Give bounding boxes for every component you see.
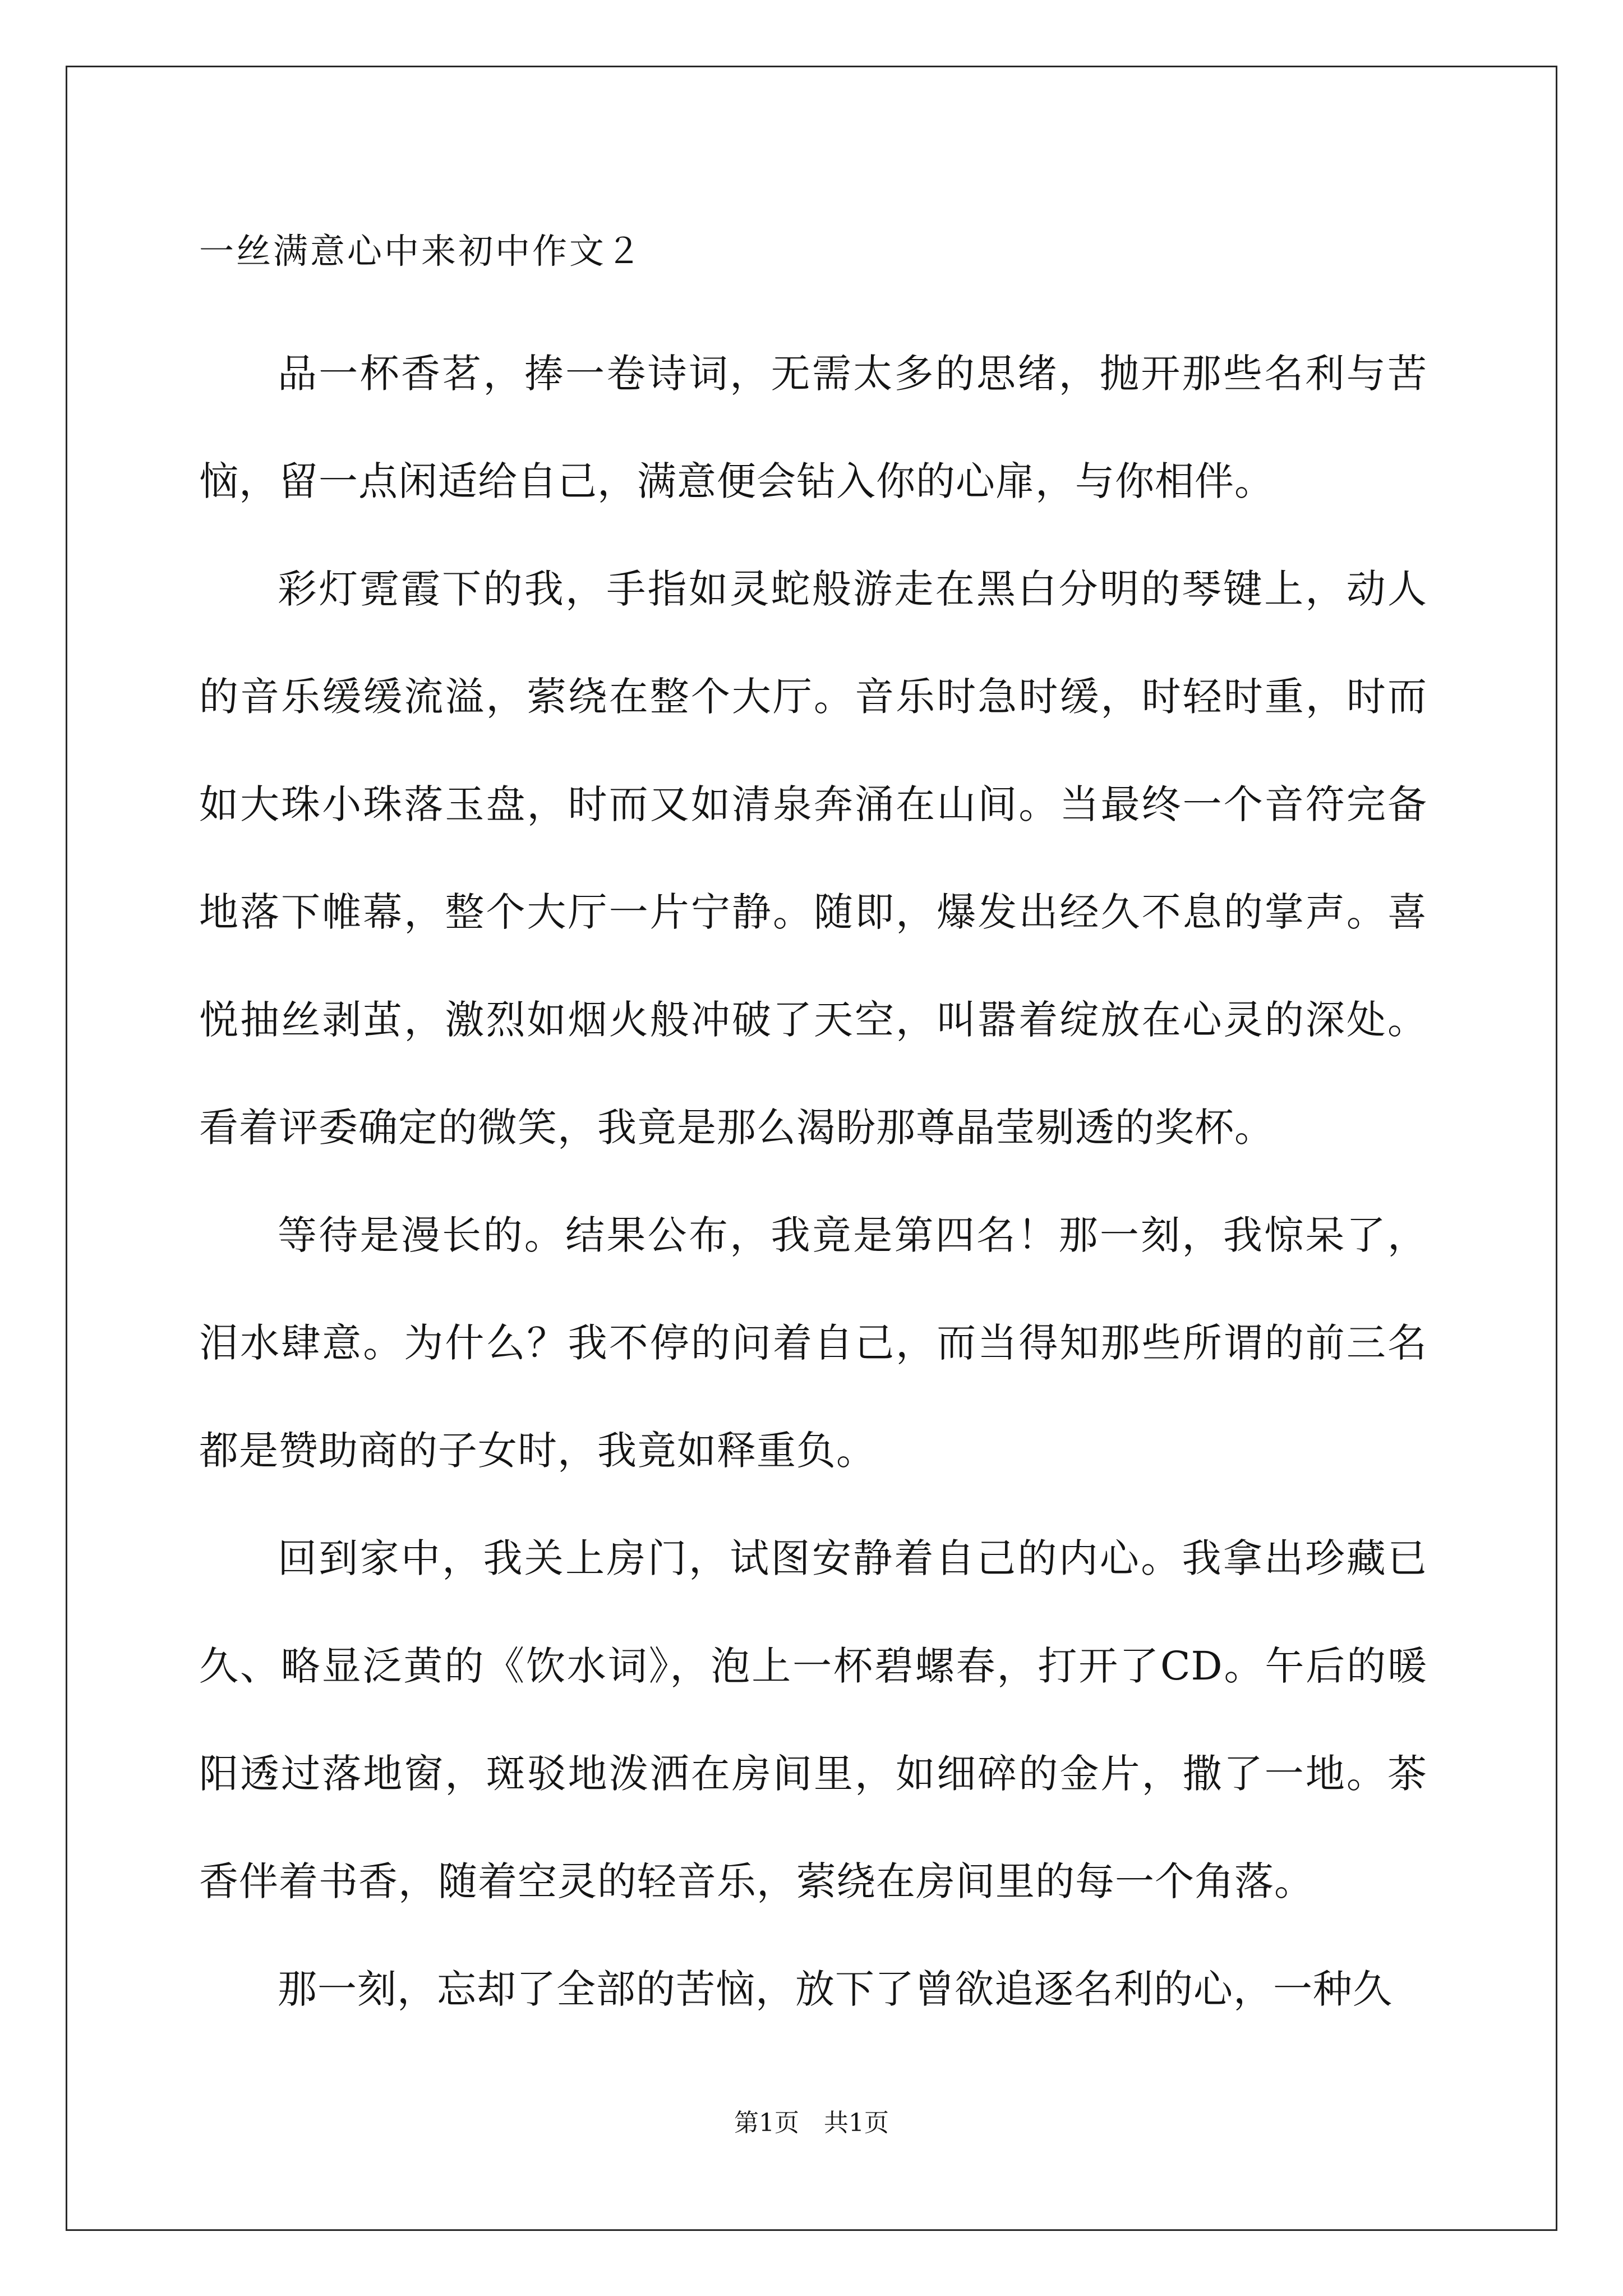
page-footer: 第1页 共1页 — [734, 2109, 889, 2137]
paragraph-2: 彩灯霓霞下的我，手指如灵蛇般游走在黑白分明的琴键上，动人的音乐缓缓流溢，萦绕在整个大厅。音乐时急时缓，时轻时重，时而如大珠小珠落玉盘，时而又如清泉奔涌在山间。当最终一个音符完备地落下帷幕，整个大厅一片宁静。随即，爆发出经久不息的掌声。喜悦抽丝剥茧，激烈如烟火般冲破了天空，叫嚣着绽放在心灵的深处。看着评委确定的微笑，我竟是那么渴盼那尊晶莹剔透的奖杯。 — [199, 566, 1427, 1151]
paragraph-5: 那一刻，忘却了全部的苦恼，放下了曾欲追逐名利的心，一种久 — [278, 1966, 1393, 2012]
document-title: 一丝满意心中来初中作文２ — [199, 231, 644, 272]
paragraph-4: 回到家中，我关上房门，试图安静着自己的内心。我拿出珍藏已久、略显泛黄的《饮水词》，泡上一杯碧螺春，打开了CD。午后的暖阳透过落地窗，斑驳地泼洒在房间里，如细碎的金片，撒了一地。茶香伴着书香，随着空灵的轻音乐，萦绕在房间里的每一个角落。 — [199, 1535, 1427, 1904]
document-body — [199, 320, 1427, 2043]
paragraph-3: 等待是漫长的。结果公布，我竟是第四名！那一刻，我惊呆了，泪水肆意。为什么？我不停的问着自己，而当得知那些所谓的前三名都是赞助商的子女时，我竟如释重负。 — [199, 1212, 1427, 1474]
paragraph-1: 品一杯香茗，捧一卷诗词，无需太多的思绪，抛开那些名利与苦恼，留一点闲适给自己，满意便会钻入你的心扉，与你相伴。 — [199, 351, 1427, 504]
